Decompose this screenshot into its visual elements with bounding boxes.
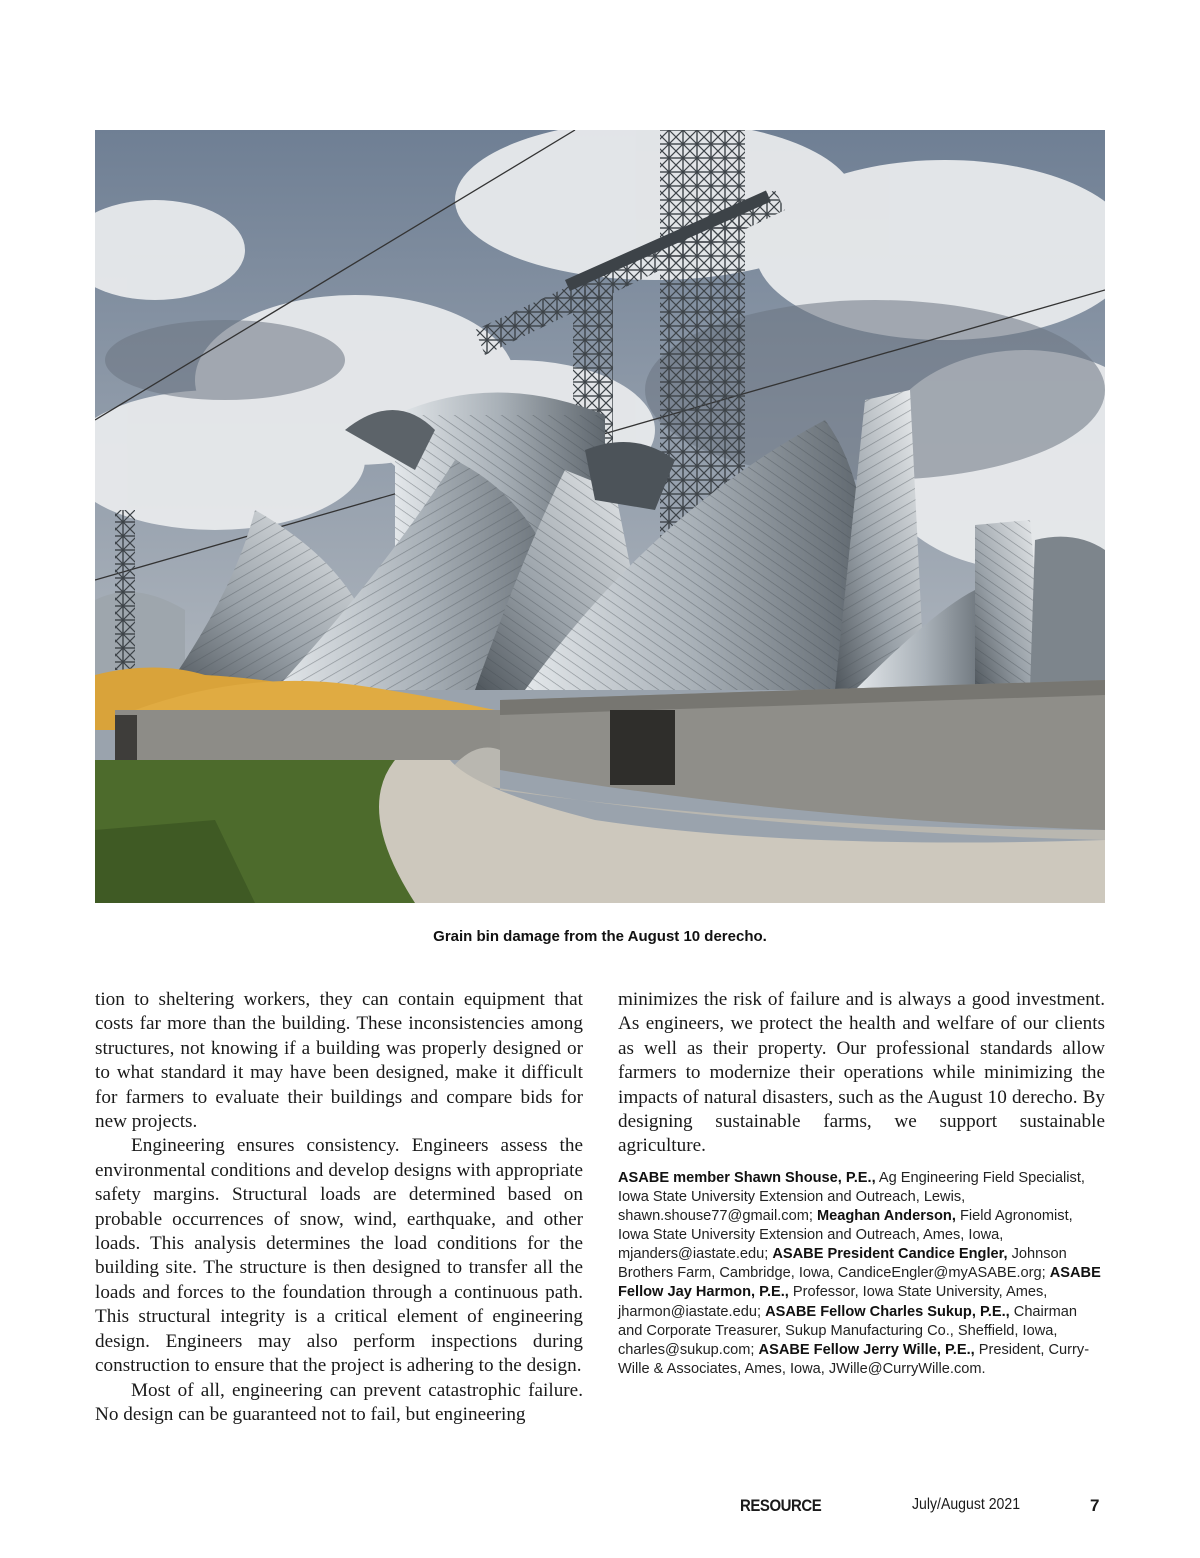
- author-name: ASABE President Candice Engler,: [772, 1246, 1008, 1263]
- article-column-right: [618, 988, 1105, 1379]
- author-name: Meaghan Anderson,: [816, 1208, 956, 1225]
- paragraph: Most of all, engineering can prevent catastrophic failure. No design can be guaranteed not to fail, but engineering: [95, 1379, 583, 1425]
- photo-illustration: [95, 130, 1105, 903]
- author-info: Ag Engineering Field Specialist, Iowa State University Extension and Outreach, Lewis, shawn.shouse77@gmail.com;: [618, 1169, 1085, 1225]
- author-info: President, Curry-Wille & Associates, Ames, Iowa, JWille@CurryWille.com.: [618, 1341, 1090, 1377]
- photo-caption: Grain bin damage from the August 10 derecho.: [433, 928, 767, 945]
- publication-name: RESOURCE: [740, 1496, 822, 1515]
- grain-bin-damage-photo: [95, 130, 1105, 903]
- author-bio: [618, 1169, 1105, 1379]
- paragraph: tion to sheltering workers, they can contain equipment that costs far more than the building. These inconsistencies among structures, not knowing if a building was properly designed or to what standard it may have been designed, make it difficult for farmers to evaluate their buildings and compare bids for new projects.: [95, 989, 583, 1133]
- author-info: Chairman and Corporate Treasurer, Sukup Manufacturing Co., Sheffield, Iowa, charles@sukup.com;: [618, 1303, 1078, 1358]
- author-name: ASABE Fellow Jerry Wille, P.E.,: [758, 1341, 975, 1358]
- page-number: 7: [1090, 1496, 1100, 1515]
- author-name: ASABE member Shawn Shouse, P.E.,: [618, 1169, 876, 1186]
- author-info: Professor, Iowa State University, Ames, jharmon@iastate.edu;: [618, 1284, 1048, 1320]
- author-name: ASABE Fellow Jay Harmon, P.E.,: [618, 1265, 1101, 1301]
- author-info: Johnson Brothers Farm, Cambridge, Iowa, CandiceEngler@myASABE.org;: [618, 1246, 1067, 1282]
- page-footer: [0, 1496, 1200, 1520]
- author-info: Field Agronomist, Iowa State University Extension and Outreach, Ames, Iowa, mjanders@iastate.edu;: [618, 1208, 1073, 1263]
- paragraph: minimizes the risk of failure and is always a good investment. As engineers, we protect the health and welfare of our clients as well as their property. Our professional standards allow farmers to modernize their operations while minimizing the impacts of natural disasters, such as the August 10 derecho. By designing sustainable farms, we support sustainable agriculture.: [618, 989, 1105, 1157]
- author-name: ASABE Fellow Charles Sukup, P.E.,: [765, 1303, 1010, 1320]
- paragraph: Engineering ensures consistency. Engineers assess the environmental conditions and develop designs with appropriate safety margins. Structural loads are determined based on probable occurrences of snow, wind, earthquake, and other loads. This analysis determines the load conditions for the building site. The structure is then designed to transfer all the loads and forces to the foundation through a continuous path. This structural integrity is a critical element of engineering design. Engineers may also perform inspections during construction to ensure that the project is adhering to the design.: [95, 1135, 583, 1377]
- issue-date: July/August 2021: [912, 1496, 1021, 1513]
- article-column-left: [95, 988, 583, 1427]
